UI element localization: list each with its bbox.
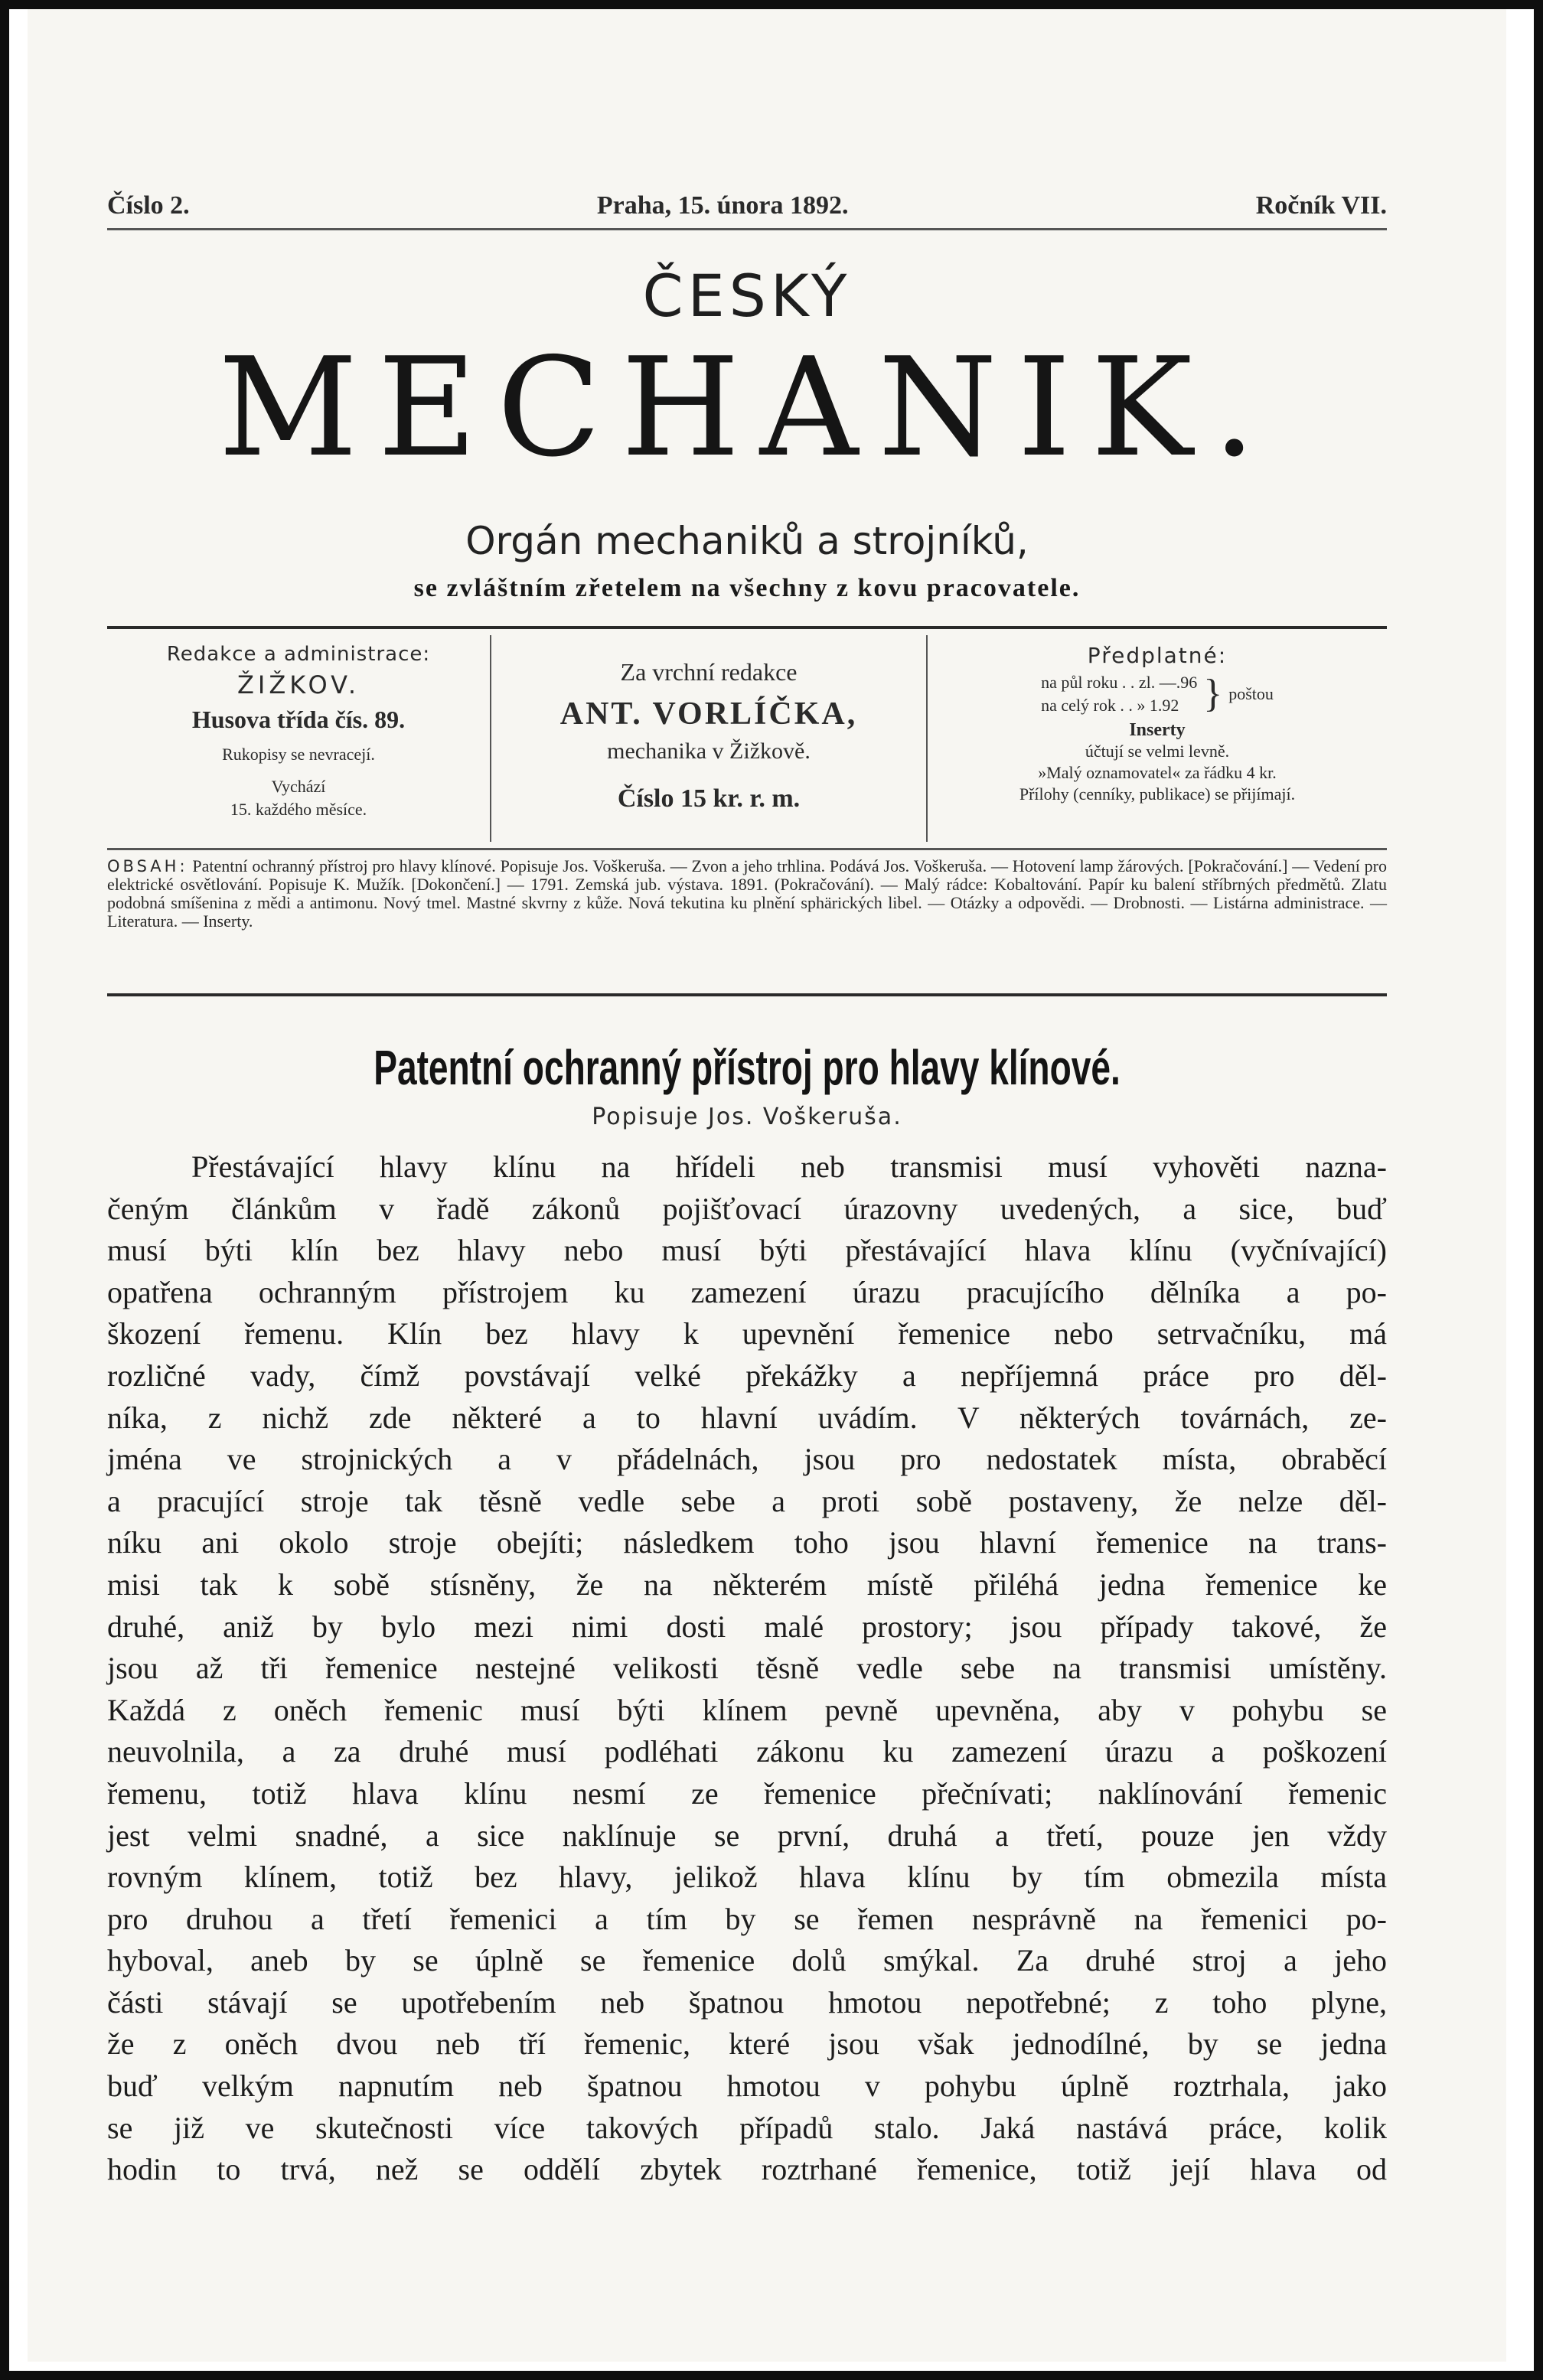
published-when: 15. každého měsíce. (230, 800, 367, 819)
masthead-title: MECHANIK. (218, 328, 1276, 487)
article-line: misi tak k sobě stísněny, že na některém místě přiléhá jedna řemenice ke (107, 1567, 1387, 1602)
issue-header (107, 191, 1387, 220)
masthead-pretitle: ČESKÝ (642, 262, 852, 330)
article-title: Patentní ochranný přístroj pro hlavy klínové. (374, 1040, 1121, 1095)
contents-section (107, 857, 1387, 931)
contents-text: Patentní ochranný přístroj pro hlavy klínové. Popisuje Jos. Voškeruša. — Zvon a jeho trhlina. Podává Jos. Voškeruša. — Hotovení lamp žárových. [Pokračování.] — Vedení pro elektrické osvětlování. Popisuje K. Mužík. [Dokončení.] — 1791. Zemská jub. výstava. 1891. (Pokračování). — Malý rádce: Kobaltování. Papír ku balení stříbrných předmětů. Zlatu podobná smíšenina z mědi a antimonu. Nový tmel. Mastné skvrny z kůže. Nová tekutina ku plnění sphärických libel. — Otázky a odpovědi. — Drobnosti. — Listárna administrace. — Literatura. — Inserty. (107, 856, 1387, 931)
editor-name: ANT. VORLÍČKA, (559, 696, 858, 732)
article-line: se již ve skutečnosti více takových případů stalo. Jaká nastává práce, kolik (107, 2110, 1387, 2145)
article-line: buď velkým napnutím neb špatnou hmotou v pohybu úplně roztrhala, jako (107, 2069, 1387, 2104)
published-label: Vychází (271, 777, 326, 796)
article-line: rozličné vady, čímž povstávají velké překážky a nepříjemná práce pro děl- (107, 1358, 1387, 1393)
ads-note: účtují se velmi levně. (1085, 742, 1230, 761)
brace-glyph: } (1203, 672, 1223, 716)
article-line: pro druhou a třetí řemenici a tím by se řemen nesprávně na řemenici po- (107, 1901, 1387, 1936)
editorial-address: Husova třída čís. 89. (191, 706, 406, 733)
article-line: opatřena ochranným přístrojem ku zamezení úrazu pracujícího dělníka a po- (107, 1274, 1387, 1309)
manuscript-note: Rukopisy se nevracejí. (222, 745, 375, 764)
article-line: musí býti klín bez hlavy nebo musí býti přestávající hlava klínu (vyčnívající) (107, 1233, 1387, 1268)
info-box (107, 635, 1387, 842)
article-byline: Popisuje Jos. Voškeruša. (592, 1104, 902, 1130)
small-ads-note: »Malý oznamovatel« za řádku 4 kr. (1038, 763, 1277, 782)
masthead-organ: Orgán mechaniků a strojníků, (465, 519, 1029, 563)
article-line: druhé, aniž by bylo mezi nimi dosti malé prostory; jsou případy takové, že (107, 1609, 1387, 1644)
header-rule (107, 228, 1387, 230)
issue-price: Číslo 15 kr. r. m. (617, 784, 801, 813)
article-line: Každá z oněch řemenic musí býti klínem pevně upevněna, aby v pohybu se (107, 1692, 1387, 1727)
article-body (107, 1146, 1387, 2191)
article-line: níku ani okolo stroje obejíti; následkem toho jsou hlavní řemenice na trans- (107, 1525, 1387, 1560)
issue-date: Praha, 15. února 1892. (596, 191, 849, 220)
info-right-column (928, 635, 1387, 842)
postage-note: poštou (1228, 684, 1274, 703)
article-line: části stávají se upotřebením neb špatnou hmotou nepotřebné; z toho plyne, (107, 1984, 1387, 2020)
article-line: a pracující stroje tak těsně vedle sebe a proti sobě postaveny, že nelze děl- (107, 1483, 1387, 1518)
price-full-year: na celý rok . . » 1.92 (1041, 696, 1179, 715)
issue-number: Číslo 2. (107, 191, 190, 220)
article-line: řemenu, totiž hlava klínu nesmí ze řemenice přečnívati; naklínování řemenic (107, 1775, 1387, 1811)
editorial-city: ŽIŽKOV. (237, 670, 360, 699)
subscription-prices (928, 671, 1387, 717)
info-center-column (491, 635, 928, 842)
contents-label: OBSAH: (107, 857, 188, 875)
editorial-label: Redakce a administrace: (166, 643, 431, 666)
masthead-rule (107, 626, 1387, 629)
subscription-heading: Předplatné: (1087, 643, 1228, 668)
contents-rule (107, 993, 1387, 996)
ads-heading: Inserty (1129, 720, 1186, 740)
article-line: čeným článkům v řadě zákonů pojišťovací úrazovny uvedených, a sice, buď (107, 1191, 1387, 1226)
article-line: hyboval, aneb by se úplně se řemenice dolů smýkal. Za druhé stroj a jeho (107, 1943, 1387, 1978)
article-line: jsou až tři řemenice nestejné velikosti těsně vedle sebe na transmisi umístěny. (107, 1651, 1387, 1686)
article-line: rovným klínem, totiž bez hlavy, jelikož hlava klínu by tím obmezila místa (107, 1860, 1387, 1895)
info-rule (107, 848, 1387, 850)
article-line: neuvolnila, a za druhé musí podléhati zákonu ku zamezení úrazu a poškození (107, 1734, 1387, 1769)
price-half-year: na půl roku . . zl. —.96 (1041, 673, 1198, 692)
article-line: že z oněch dvou neb tří řemenic, které jsou však jednodílné, by se jedna (107, 2026, 1387, 2062)
article-line: níka, z nichž zde některé a to hlavní uvádím. V některých továrnách, ze- (107, 1400, 1387, 1435)
issue-volume: Ročník VII. (1255, 191, 1387, 220)
info-left-column (107, 635, 491, 842)
editor-intro: Za vrchní redakce (620, 658, 798, 686)
masthead-subtitle: se zvláštním zřetelem na všechny z kovu pracovatele. (413, 574, 1081, 602)
editor-role: mechanika v Žižkově. (607, 738, 811, 764)
article-line: hodin to trvá, než se oddělí zbytek roztrhané řemenice, totiž její hlava od (107, 2152, 1387, 2187)
article-line: škození řemenu. Klín bez hlavy k upevnění řemenice nebo setrvačníku, má (107, 1316, 1387, 1351)
article-line: jména ve strojnických a v přádelnách, jsou pro nedostatek místa, obraběcí (107, 1442, 1387, 1477)
article-line: jest velmi snadné, a sice naklínuje se první, druhá a třetí, pouze jen vždy (107, 1818, 1387, 1853)
article-line: Přestávající hlavy klínu na hřídeli neb transmisi musí vyhověti nazna- (191, 1149, 1387, 1184)
newspaper-page (28, 9, 1506, 2362)
supplements-note: Přílohy (cenníky, publikace) se přijímají. (1019, 784, 1296, 804)
